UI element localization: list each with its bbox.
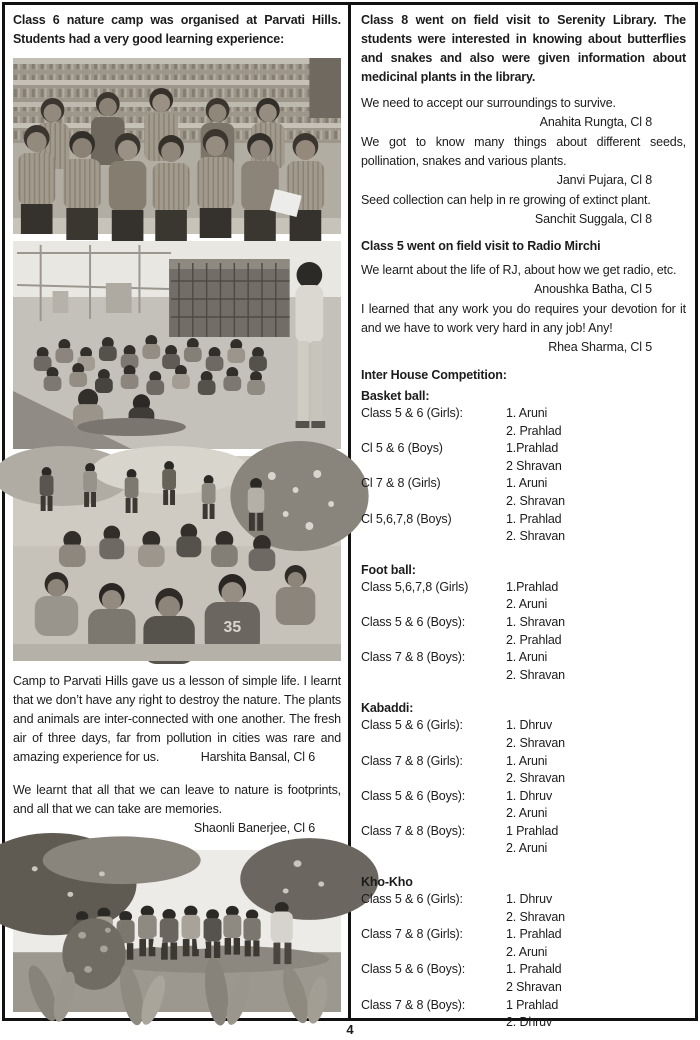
quote-signature: Anoushka Batha, Cl 5 bbox=[534, 282, 652, 296]
result-class-label bbox=[361, 423, 506, 441]
result-line bbox=[361, 579, 686, 597]
sport-section bbox=[361, 699, 686, 858]
result-house: 1. Aruni bbox=[506, 753, 548, 768]
result-line bbox=[361, 511, 686, 529]
result-house: 2. Aruni bbox=[506, 841, 548, 856]
result-house: 2. Aruni bbox=[506, 597, 548, 612]
quote-signature: Anahita Rungta, Cl 8 bbox=[539, 115, 652, 129]
result-line bbox=[361, 632, 686, 650]
garden-walk-image bbox=[13, 850, 341, 1012]
result-class-label bbox=[361, 944, 506, 962]
right-column bbox=[351, 5, 695, 1030]
sport-section bbox=[361, 387, 686, 546]
result-house: 1 Prahlad bbox=[506, 997, 559, 1012]
result-house: 2. Prahlad bbox=[506, 632, 562, 647]
result-class-label bbox=[361, 735, 506, 753]
result-class-label: Cl 7 & 8 (Girls) bbox=[361, 476, 441, 491]
photo-temple-group bbox=[13, 58, 341, 234]
result-house: 1. Prahald bbox=[506, 962, 562, 977]
result-class-label bbox=[361, 979, 506, 997]
quote-text: I learned that any work you do requires your devotion for it and we have to work very hard in any job! Any! bbox=[361, 302, 686, 335]
result-line bbox=[361, 667, 686, 685]
result-house: 1 Prahlad bbox=[506, 823, 559, 838]
result-class-label: Class 5 & 6 (Boys): bbox=[361, 788, 466, 803]
quote-item bbox=[361, 133, 686, 190]
photo-courtyard-session bbox=[13, 241, 341, 449]
camp-quote-1-text: Camp to Parvati Hills gave us a lesson of simple life. I learnt that we don’t have any right to destroy the nature. The plants and animals are inter-connected with one another. The fresh air of three days, far from pollution in cities was rare and amazing experience for us. bbox=[13, 674, 341, 764]
result-line bbox=[361, 493, 686, 511]
result-line bbox=[361, 961, 686, 979]
result-house: 1. Prahlad bbox=[506, 927, 562, 942]
camp-quote-2-text: We learnt that all that we can leave to nature is footprints, and all that we can take are memories. bbox=[13, 783, 341, 816]
result-house: 2. Shravan bbox=[506, 493, 565, 508]
result-class-label bbox=[361, 493, 506, 511]
left-intro-paragraph: Class 6 nature camp was organised at Parvati Hills. Students had a very good learning experience: bbox=[13, 13, 341, 46]
result-house: 2. Shravan bbox=[506, 735, 565, 750]
temple-group-image bbox=[13, 58, 341, 234]
result-house: 1. Aruni bbox=[506, 476, 548, 491]
quote-item bbox=[361, 300, 686, 357]
result-class-label: Class 5 & 6 (Girls): bbox=[361, 718, 463, 733]
radio-mirchi-heading: Class 5 went on field visit to Radio Mirchi bbox=[361, 239, 601, 253]
result-house: 2. Prahlad bbox=[506, 423, 562, 438]
result-class-label bbox=[361, 805, 506, 823]
page-frame bbox=[2, 2, 698, 1030]
quote-signature: Sanchit Suggala, Cl 8 bbox=[534, 212, 652, 226]
competition-heading: Inter House Competition: bbox=[361, 368, 507, 382]
result-house: 2. Shravan bbox=[506, 771, 565, 786]
result-line bbox=[361, 840, 686, 858]
quote-item bbox=[361, 191, 686, 229]
quote-text: Seed collection can help in re growing of extinct plant. bbox=[361, 193, 651, 207]
result-line bbox=[361, 891, 686, 909]
result-line bbox=[361, 997, 686, 1015]
quote-text: We need to accept our surroundings to survive. bbox=[361, 96, 616, 110]
quote-text: We learnt about the life of RJ, about how we get radio, etc. bbox=[361, 263, 677, 277]
result-class-label: Class 7 & 8 (Girls): bbox=[361, 927, 463, 942]
result-class-label bbox=[361, 458, 506, 476]
result-class-label: Cl 5 & 6 (Boys) bbox=[361, 441, 443, 456]
library-quotes bbox=[361, 94, 686, 229]
result-class-label bbox=[361, 528, 506, 546]
result-house: 1.Prahlad bbox=[506, 579, 559, 594]
result-line bbox=[361, 979, 686, 997]
result-house: 2 Shravan bbox=[506, 980, 562, 995]
camp-quote-1-sign: Harshita Bansal, Cl 6 bbox=[200, 750, 315, 764]
competition-results bbox=[361, 387, 686, 1032]
quote-signature: Rhea Sharma, Cl 5 bbox=[548, 340, 652, 354]
result-class-label: Class 7 & 8 (Boys): bbox=[361, 997, 466, 1012]
result-line bbox=[361, 614, 686, 632]
result-line bbox=[361, 649, 686, 667]
result-house: 1. Dhruv bbox=[506, 718, 553, 733]
sport-section bbox=[361, 561, 686, 685]
result-line bbox=[361, 735, 686, 753]
result-class-label: Class 5,6,7,8 (Girls) bbox=[361, 579, 469, 594]
camp-quote-2 bbox=[13, 781, 341, 838]
result-class-label: Cl 5,6,7,8 (Boys) bbox=[361, 511, 452, 526]
result-class-label: Class 5 & 6 (Boys): bbox=[361, 614, 466, 629]
result-house: 2. Aruni bbox=[506, 944, 548, 959]
quote-item bbox=[361, 261, 686, 299]
result-line bbox=[361, 423, 686, 441]
result-class-label bbox=[361, 596, 506, 614]
courtyard-session-image bbox=[13, 241, 341, 449]
photo-garden-walk bbox=[13, 850, 341, 1012]
sport-name: Basket ball: bbox=[361, 389, 430, 403]
result-house: 1. Dhruv bbox=[506, 892, 553, 907]
result-house: 2. Shravan bbox=[506, 667, 565, 682]
result-class-label bbox=[361, 770, 506, 788]
result-class-label bbox=[361, 632, 506, 650]
result-class-label: Class 7 & 8 (Boys): bbox=[361, 650, 466, 665]
quote-item bbox=[361, 94, 686, 132]
result-line bbox=[361, 440, 686, 458]
quote-signature: Janvi Pujara, Cl 8 bbox=[556, 173, 652, 187]
result-line bbox=[361, 753, 686, 771]
right-intro-paragraph: Class 8 went on field visit to Serenity Library. The students were interested in knowing about butterflies and snakes and also were given information about medicinal plants in the library. bbox=[361, 13, 686, 84]
result-house: 1. Prahlad bbox=[506, 511, 562, 526]
result-class-label: Class 7 & 8 (Boys): bbox=[361, 823, 466, 838]
result-class-label bbox=[361, 667, 506, 685]
svg-text:35: 35 bbox=[223, 618, 242, 637]
sport-name: Kabaddi: bbox=[361, 701, 414, 716]
result-house: 1. Shravan bbox=[506, 614, 565, 629]
result-house: 2 Shravan bbox=[506, 458, 562, 473]
result-line bbox=[361, 596, 686, 614]
result-line bbox=[361, 458, 686, 476]
page-number: 4 bbox=[346, 1022, 354, 1037]
result-line bbox=[361, 944, 686, 962]
radio-quotes bbox=[361, 261, 686, 357]
result-class-label: Class 5 & 6 (Girls): bbox=[361, 892, 463, 907]
camp-quote-2-sign: Shaonli Banerjee, Cl 6 bbox=[193, 821, 315, 835]
result-line bbox=[361, 475, 686, 493]
left-column bbox=[5, 5, 351, 1018]
result-house: 2. Dhruv bbox=[506, 1015, 553, 1030]
result-house: 1. Aruni bbox=[506, 650, 548, 665]
result-house: 2. Shravan bbox=[506, 529, 565, 544]
result-line bbox=[361, 788, 686, 806]
result-line bbox=[361, 717, 686, 735]
sport-section bbox=[361, 873, 686, 1032]
result-house: 2. Shravan bbox=[506, 909, 565, 924]
result-house: 1. Aruni bbox=[506, 406, 548, 420]
result-house: 1. Dhruv bbox=[506, 788, 553, 803]
photo-grass-group bbox=[13, 456, 341, 661]
sport-name: Kho-Kho bbox=[361, 875, 413, 890]
result-line bbox=[361, 405, 686, 423]
result-class-label: Class 7 & 8 (Girls): bbox=[361, 753, 463, 768]
result-line bbox=[361, 528, 686, 546]
grass-group-image bbox=[13, 456, 341, 661]
result-line bbox=[361, 926, 686, 944]
sport-name: Foot ball: bbox=[361, 562, 416, 577]
result-class-label: Class 5 & 6 (Girls): bbox=[361, 406, 463, 420]
result-line bbox=[361, 770, 686, 788]
result-line bbox=[361, 805, 686, 823]
result-house: 2. Aruni bbox=[506, 806, 548, 821]
result-line bbox=[361, 823, 686, 841]
result-house: 1.Prahlad bbox=[506, 441, 559, 456]
result-class-label bbox=[361, 909, 506, 927]
quote-text: We got to know many things about different seeds, pollination, snakes and various plants. bbox=[361, 135, 686, 168]
camp-quote-1 bbox=[13, 672, 341, 767]
result-line bbox=[361, 909, 686, 927]
result-class-label: Class 5 & 6 (Boys): bbox=[361, 962, 466, 977]
result-class-label bbox=[361, 840, 506, 858]
